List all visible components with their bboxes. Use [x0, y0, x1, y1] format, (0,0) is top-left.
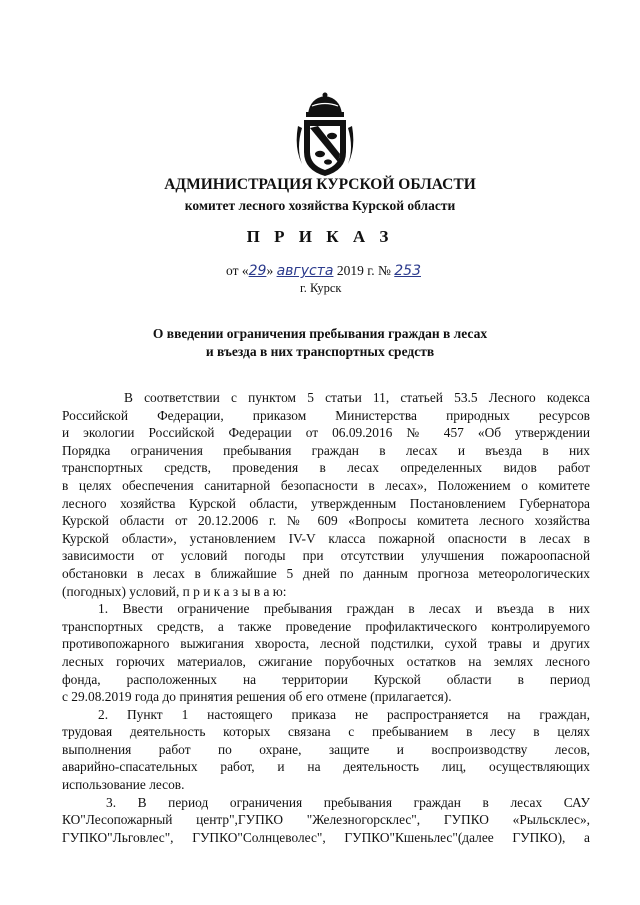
body-line: выполнения работ по охране, защите и воспроизводству лесов,	[62, 741, 590, 757]
kursk-coat-of-arms-icon	[290, 92, 360, 178]
body-line: Курской области от 20.12.2006 г. № 609 «Вопросы комитета лесного хозяйства	[62, 513, 590, 529]
body-line: Порядка ограничения пребывания граждан в лесах и въезда в них	[62, 442, 590, 458]
body-line: лесных горючих материалов, сжигание порубочных остатков на землях лесного	[62, 653, 590, 669]
subject-line: О введении ограничения пребывания граждан в лесах	[152, 326, 488, 341]
body-line: ГУПКО"Льговлес", ГУПКО"Солнцеволес", ГУПКО"Кшеньлес"(далее ГУПКО), а	[62, 829, 590, 845]
body-line: лесного хозяйства Курской области, утвержденным Постановлением Губернатора	[62, 495, 590, 511]
body-line: противопожарного выжигания хворостa, лесной подстилки, сухой травы и других	[62, 636, 590, 652]
body-line: зависимости от условий погоды при отсутствии улучшения пожароопасной	[62, 548, 590, 564]
body-line: Российской Федерации, приказом Министерства природных ресурсов	[62, 407, 590, 423]
body-line: с 29.08.2019 года до принятия решения об его отмене (прилагается).	[62, 689, 452, 705]
date-mid: »	[266, 263, 274, 278]
body-line: 2. Пункт 1 настоящего приказа не распространяется на граждан,	[98, 706, 590, 722]
date-year: 2019 г. №	[336, 263, 391, 278]
body-line: использование лесов.	[62, 777, 185, 793]
document-body	[62, 389, 590, 846]
date-month: августа	[276, 263, 334, 279]
body-line: и экологии Российской Федерации от 06.09.2016 № 457 «Об утверждении	[62, 425, 590, 441]
order-number: 253	[394, 263, 421, 279]
body-line: транспортных средств, проведения в лесах определенных видов работ	[62, 460, 590, 476]
subject-line: и въезда в них транспортных средств	[205, 344, 435, 359]
order-date-line	[226, 263, 421, 279]
body-line: в целях обеспечения санитарной безопасности в лесах», Положением о комитете	[62, 477, 590, 493]
body-line: 1. Ввести ограничение пребывания граждан в лесах и въезда в них	[98, 601, 590, 617]
body-line: обстановки в лесах в ближайшие 5 дней по данным прогноза метеорологических	[62, 565, 590, 581]
body-line: трудовая деятельность которых связана с пребыванием в лесу в целях	[62, 724, 590, 740]
body-line: транспортных средств, а также проведение профилактического контролируемого	[62, 618, 590, 634]
body-line: (погодных) условий, п р и к а з ы в а ю:	[62, 583, 287, 599]
date-prefix: от «	[226, 263, 249, 278]
body-line: КО"Лесопожарный центр",ГУПКО "Железногорсклес", ГУПКО «Рыльсклес»,	[62, 812, 590, 828]
body-line: Курской области», установлением IV-V класса пожарной опасности в лесах в	[62, 530, 590, 546]
body-line: 3. В период ограничения пребывания граждан в лесах САУ	[106, 794, 590, 810]
department-name: комитет лесного хозяйства Курской области	[184, 198, 456, 213]
body-line: В соответствии с пунктом 5 статьи 11, статьей 53.5 Лесного кодекса	[124, 390, 590, 405]
date-day: 29	[248, 263, 267, 279]
city-name: г. Курск	[300, 281, 342, 295]
document-type: П Р И К А З	[246, 227, 394, 246]
body-line: фонда, расположенных на территории Курской области в период	[62, 671, 590, 687]
body-line: аварийно-спасательных работ, и на деятельность лиц, осуществляющих	[62, 759, 590, 775]
organization-name: АДМИНИСТРАЦИЯ КУРСКОЙ ОБЛАСТИ	[164, 176, 476, 193]
